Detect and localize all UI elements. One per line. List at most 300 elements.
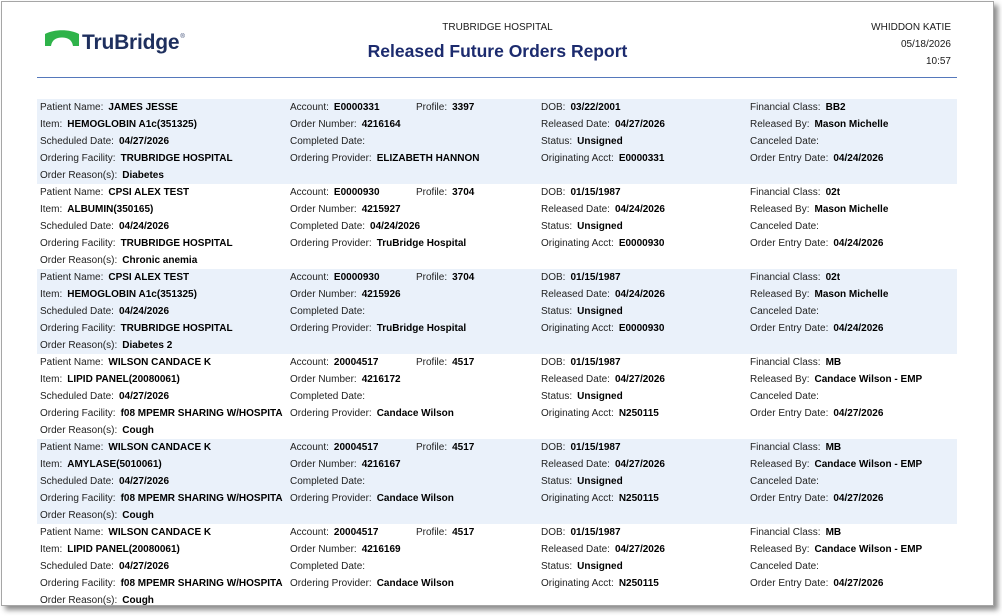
dob-label: DOB: [541,272,566,283]
scheduled-date-value: 04/27/2026 [118,561,170,572]
released-by-label: Released By: [750,204,810,215]
scheduled-date-field [40,388,169,405]
item-label: Item: [40,374,63,385]
order-number-label: Order Number: [290,544,357,555]
ordering-provider-label: Ordering Provider: [290,323,372,334]
ordering-facility-value: f08 MPEMR SHARING W/HOSPITA [120,578,283,589]
account-field [290,524,378,541]
financial-class-field [750,99,846,116]
ordering-provider-label: Ordering Provider: [290,493,372,504]
order-entry-date-label: Order Entry Date: [750,153,829,164]
dob-field [541,269,621,286]
profile-value: 3397 [452,102,475,113]
status-field [541,473,623,490]
financial-class-value: MB [825,527,842,538]
profile-label: Profile: [416,527,448,538]
order-reasons-label: Order Reason(s): [40,340,118,351]
item-field [40,371,180,388]
patient-name-field [40,269,189,286]
status-label: Status: [541,306,573,317]
released-date-field [541,116,665,133]
record-row-patient [37,184,957,201]
completed-date-label: Completed Date: [290,136,366,147]
ordering-facility-value: f08 MPEMR SHARING W/HOSPITA [120,408,283,419]
canceled-date-label: Canceled Date: [750,306,819,317]
scheduled-date-value: 04/24/2026 [118,221,170,232]
record-row-item [37,201,957,218]
order-entry-date-field [750,150,883,167]
completed-date-label: Completed Date: [290,561,366,572]
released-by-field [750,201,888,218]
item-label: Item: [40,459,63,470]
order-reasons-label: Order Reason(s): [40,170,118,181]
released-date-value: 04/24/2026 [614,289,665,300]
order-entry-date-value: 04/24/2026 [833,238,884,249]
status-field [541,133,623,150]
item-value: LIPID PANEL(20080061) [67,544,180,555]
order-number-field [290,116,401,133]
patient-name-label: Patient Name: [40,527,104,538]
record-row-item [37,541,957,558]
completed-date-field [290,558,370,575]
scheduled-date-value: 04/24/2026 [118,306,170,317]
account-value: 20004517 [333,357,379,368]
scheduled-date-field [40,473,169,490]
order-record [37,439,957,524]
order-record [37,184,957,269]
item-field [40,286,197,303]
order-number-field [290,371,401,388]
order-entry-date-field [750,405,883,422]
released-date-value: 04/27/2026 [614,374,665,385]
patient-name-label: Patient Name: [40,187,104,198]
ordering-facility-field [40,490,283,507]
scheduled-date-label: Scheduled Date: [40,136,114,147]
profile-value: 3704 [452,272,475,283]
record-row-dates [37,133,957,150]
account-label: Account: [290,442,329,453]
released-date-label: Released Date: [541,119,610,130]
item-field [40,116,197,133]
ordering-facility-value: TRUBRIDGE HOSPITAL [120,238,233,249]
financial-class-label: Financial Class: [750,442,821,453]
order-record [37,269,957,354]
dob-value: 01/15/1987 [570,442,621,453]
ordering-facility-label: Ordering Facility: [40,578,116,589]
patient-name-field [40,439,211,456]
profile-value: 3704 [452,187,475,198]
ordering-facility-label: Ordering Facility: [40,238,116,249]
ordering-provider-field [290,150,479,167]
report-title: Released Future Orders Report [367,41,628,61]
patient-name-value: JAMES JESSE [108,102,178,113]
report-user: WHIDDON KATIE [871,22,951,33]
originating-acct-field [541,320,664,337]
patient-name-label: Patient Name: [40,272,104,283]
account-field [290,184,380,201]
order-entry-date-value: 04/24/2026 [833,323,884,334]
item-value: LIPID PANEL(20080061) [67,374,180,385]
order-entry-date-label: Order Entry Date: [750,493,829,504]
patient-name-label: Patient Name: [40,442,104,453]
record-row-item [37,116,957,133]
item-value: HEMOGLOBIN A1c(351325) [67,289,197,300]
patient-name-label: Patient Name: [40,357,104,368]
released-date-label: Released Date: [541,289,610,300]
facility-name: TRUBRIDGE HOSPITAL [442,22,553,33]
order-number-label: Order Number: [290,289,357,300]
released-by-value: Candace Wilson - EMP [814,374,923,385]
released-date-value: 04/27/2026 [614,119,665,130]
canceled-date-label: Canceled Date: [750,391,819,402]
record-row-item [37,371,957,388]
order-number-value: 4215927 [361,204,401,215]
order-entry-date-label: Order Entry Date: [750,408,829,419]
ordering-facility-label: Ordering Facility: [40,323,116,334]
record-row-patient [37,354,957,371]
profile-field [416,524,474,541]
order-reasons-field [40,252,197,269]
financial-class-label: Financial Class: [750,272,821,283]
completed-date-field [290,473,370,490]
account-value: E0000930 [333,272,380,283]
ordering-facility-field [40,320,233,337]
record-row-ordering [37,405,957,422]
completed-date-field [290,218,420,235]
completed-date-label: Completed Date: [290,391,366,402]
ordering-provider-label: Ordering Provider: [290,578,372,589]
released-by-field [750,371,922,388]
completed-date-label: Completed Date: [290,221,366,232]
status-value: Unsigned [577,476,623,487]
item-field [40,456,162,473]
profile-label: Profile: [416,357,448,368]
released-by-label: Released By: [750,459,810,470]
record-row-reasons [37,422,957,439]
status-field [541,303,623,320]
financial-class-field [750,269,840,286]
canceled-date-field [750,133,824,150]
report-time: 10:57 [925,56,951,67]
order-number-value: 4216169 [361,544,401,555]
patient-name-value: CPSI ALEX TEST [108,272,190,283]
account-label: Account: [290,527,329,538]
account-value: 20004517 [333,527,379,538]
status-field [541,388,623,405]
dob-field [541,99,621,116]
profile-field [416,354,474,371]
ordering-facility-value: f08 MPEMR SHARING W/HOSPITA [120,493,283,504]
order-reasons-value: Chronic anemia [122,255,198,266]
profile-label: Profile: [416,442,448,453]
account-field [290,269,380,286]
released-by-field [750,456,922,473]
ordering-provider-field [290,235,466,252]
originating-acct-field [541,490,659,507]
ordering-provider-value: TruBridge Hospital [376,323,467,334]
order-entry-date-field [750,575,883,592]
account-label: Account: [290,102,329,113]
canceled-date-field [750,218,824,235]
item-label: Item: [40,544,63,555]
completed-date-label: Completed Date: [290,306,366,317]
order-number-value: 4215926 [361,289,401,300]
released-date-value: 04/27/2026 [614,544,665,555]
scheduled-date-label: Scheduled Date: [40,306,114,317]
order-number-field [290,456,401,473]
released-date-field [541,201,665,218]
order-number-label: Order Number: [290,459,357,470]
order-reasons-value: Cough [122,510,154,521]
order-reasons-value: Cough [122,595,154,606]
account-field [290,99,380,116]
dob-field [541,439,621,456]
record-row-item [37,286,957,303]
scheduled-date-label: Scheduled Date: [40,391,114,402]
record-row-reasons [37,592,957,606]
order-reasons-field [40,422,154,439]
status-field [541,558,623,575]
financial-class-value: MB [825,442,842,453]
financial-class-label: Financial Class: [750,102,821,113]
order-number-value: 4216172 [361,374,401,385]
completed-date-field [290,388,370,405]
released-by-label: Released By: [750,289,810,300]
originating-acct-field [541,150,664,167]
ordering-provider-label: Ordering Provider: [290,238,372,249]
ordering-facility-field [40,405,283,422]
order-number-label: Order Number: [290,204,357,215]
ordering-facility-value: TRUBRIDGE HOSPITAL [120,153,233,164]
canceled-date-field [750,303,824,320]
profile-label: Profile: [416,102,448,113]
released-date-label: Released Date: [541,204,610,215]
item-label: Item: [40,204,63,215]
registered-mark: ® [180,34,185,40]
ordering-provider-value: Candace Wilson [376,578,454,589]
order-entry-date-field [750,235,883,252]
released-date-label: Released Date: [541,459,610,470]
dob-field [541,184,621,201]
item-label: Item: [40,119,63,130]
header-divider [37,77,957,78]
record-row-dates [37,388,957,405]
canceled-date-field [750,473,824,490]
originating-acct-value: E0000930 [618,238,665,249]
dob-field [541,354,621,371]
financial-class-field [750,524,841,541]
record-row-dates [37,218,957,235]
canceled-date-label: Canceled Date: [750,476,819,487]
order-record-list [37,99,957,606]
report-page [1,1,994,606]
status-label: Status: [541,221,573,232]
profile-value: 4517 [452,527,475,538]
scheduled-date-value: 04/27/2026 [118,476,170,487]
ordering-provider-field [290,490,454,507]
profile-field [416,439,474,456]
released-date-field [541,286,665,303]
record-row-patient [37,524,957,541]
order-number-field [290,541,401,558]
ordering-facility-field [40,235,233,252]
patient-name-value: CPSI ALEX TEST [108,187,190,198]
order-entry-date-label: Order Entry Date: [750,578,829,589]
account-value: E0000930 [333,187,380,198]
order-reasons-value: Diabetes 2 [122,340,173,351]
status-label: Status: [541,136,573,147]
released-by-value: Mason Michelle [814,289,889,300]
logo-wordmark: TruBridge [82,31,180,54]
scheduled-date-field [40,558,169,575]
record-row-patient [37,439,957,456]
order-entry-date-field [750,490,883,507]
originating-acct-label: Originating Acct: [541,323,614,334]
canceled-date-field [750,388,824,405]
ordering-provider-label: Ordering Provider: [290,408,372,419]
completed-date-field [290,303,370,320]
order-number-label: Order Number: [290,374,357,385]
status-value: Unsigned [577,306,623,317]
order-reasons-value: Cough [122,425,154,436]
patient-name-field [40,524,211,541]
record-row-dates [37,303,957,320]
completed-date-value: 04/24/2026 [370,221,421,232]
status-value: Unsigned [577,221,623,232]
patient-name-value: WILSON CANDACE K [108,357,212,368]
dob-label: DOB: [541,357,566,368]
released-by-value: Candace Wilson - EMP [814,459,923,470]
status-value: Unsigned [577,136,623,147]
released-by-field [750,116,888,133]
report-date: 05/18/2026 [900,39,951,50]
released-by-label: Released By: [750,119,810,130]
dob-label: DOB: [541,187,566,198]
ordering-provider-value: Candace Wilson [376,408,454,419]
financial-class-value: MB [825,357,842,368]
financial-class-label: Financial Class: [750,527,821,538]
scheduled-date-label: Scheduled Date: [40,221,114,232]
ordering-provider-field [290,575,454,592]
order-entry-date-label: Order Entry Date: [750,323,829,334]
profile-field [416,99,474,116]
record-row-ordering [37,235,957,252]
patient-name-field [40,99,178,116]
canceled-date-label: Canceled Date: [750,561,819,572]
released-by-value: Candace Wilson - EMP [814,544,923,555]
scheduled-date-value: 04/27/2026 [118,391,170,402]
status-value: Unsigned [577,561,623,572]
profile-field [416,269,474,286]
patient-name-field [40,354,211,371]
order-entry-date-value: 04/27/2026 [833,493,884,504]
scheduled-date-label: Scheduled Date: [40,476,114,487]
dob-value: 01/15/1987 [570,272,621,283]
ordering-provider-value: Candace Wilson [376,493,454,504]
profile-value: 4517 [452,357,475,368]
released-by-label: Released By: [750,374,810,385]
released-by-label: Released By: [750,544,810,555]
order-number-value: 4216167 [361,459,401,470]
account-label: Account: [290,187,329,198]
originating-acct-value: N250115 [618,493,659,504]
ordering-facility-value: TRUBRIDGE HOSPITAL [120,323,233,334]
originating-acct-value: E0000930 [618,323,665,334]
order-entry-date-value: 04/27/2026 [833,408,884,419]
record-row-patient [37,99,957,116]
financial-class-value: 02t [825,187,841,198]
item-value: HEMOGLOBIN A1c(351325) [67,119,197,130]
canceled-date-label: Canceled Date: [750,136,819,147]
item-label: Item: [40,289,63,300]
record-row-patient [37,269,957,286]
scheduled-date-field [40,303,169,320]
financial-class-field [750,184,840,201]
order-record [37,354,957,439]
released-by-field [750,286,888,303]
status-label: Status: [541,391,573,402]
released-date-label: Released Date: [541,374,610,385]
profile-field [416,184,474,201]
record-row-ordering [37,150,957,167]
completed-date-field [290,133,370,150]
canceled-date-field [750,558,824,575]
originating-acct-label: Originating Acct: [541,408,614,419]
status-value: Unsigned [577,391,623,402]
record-row-ordering [37,320,957,337]
originating-acct-field [541,405,659,422]
ordering-facility-label: Ordering Facility: [40,408,116,419]
order-record [37,99,957,184]
released-by-value: Mason Michelle [814,119,889,130]
item-value: AMYLASE(5010061) [67,459,162,470]
record-row-dates [37,473,957,490]
financial-class-label: Financial Class: [750,187,821,198]
status-label: Status: [541,476,573,487]
originating-acct-label: Originating Acct: [541,153,614,164]
ordering-provider-field [290,405,454,422]
ordering-facility-label: Ordering Facility: [40,153,116,164]
originating-acct-value: E0000331 [618,153,665,164]
released-by-value: Mason Michelle [814,204,889,215]
record-row-dates [37,558,957,575]
ordering-provider-field [290,320,466,337]
order-reasons-field [40,592,154,606]
order-record [37,524,957,606]
released-by-field [750,541,922,558]
order-reasons-field [40,507,154,524]
originating-acct-field [541,575,659,592]
order-number-value: 4216164 [361,119,401,130]
order-reasons-field [40,167,164,184]
scheduled-date-field [40,218,169,235]
record-row-ordering [37,575,957,592]
released-date-value: 04/27/2026 [614,459,665,470]
order-entry-date-field [750,320,883,337]
profile-label: Profile: [416,187,448,198]
account-value: E0000331 [333,102,380,113]
ordering-provider-value: TruBridge Hospital [376,238,467,249]
financial-class-value: 02t [825,272,841,283]
dob-value: 03/22/2001 [570,102,621,113]
completed-date-label: Completed Date: [290,476,366,487]
item-field [40,201,153,218]
originating-acct-value: N250115 [618,578,659,589]
financial-class-field [750,439,841,456]
scheduled-date-label: Scheduled Date: [40,561,114,572]
record-row-reasons [37,337,957,354]
status-label: Status: [541,561,573,572]
